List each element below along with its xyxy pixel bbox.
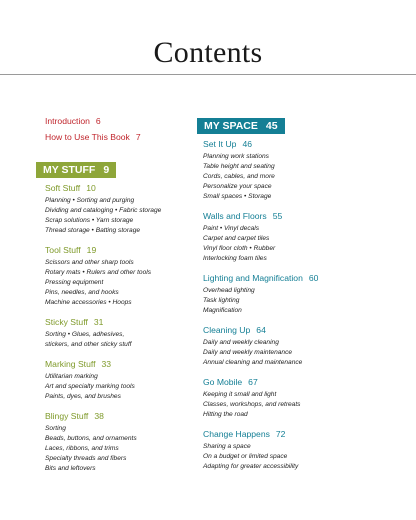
toc-section-heading[interactable] (45, 411, 195, 422)
section-page: 33 (101, 359, 112, 369)
part-label: MY SPACE (204, 120, 258, 132)
page-title: Contents (153, 36, 263, 69)
toc-section-lighting-and-magnification (203, 273, 403, 316)
topic-line: Vinyl floor cloth • Rubber (203, 245, 276, 252)
topic-line: stickers, and other sticky stuff (45, 341, 132, 348)
section-title: Walls and Floors (203, 211, 267, 221)
topic-line: Personalize your space (203, 183, 272, 190)
toc-section-sticky-stuff (45, 317, 195, 350)
toc-section-heading[interactable] (203, 139, 403, 150)
section-title: Marking Stuff (45, 359, 96, 369)
topic-line: Laces, ribbons, and trims (45, 445, 119, 452)
section-page: 60 (308, 273, 319, 283)
section-title: Tool Stuff (45, 245, 81, 255)
toc-section-heading[interactable] (45, 245, 195, 256)
section-topics (203, 152, 403, 202)
topic-line: Carpet and carpet tiles (203, 235, 270, 242)
topic-line: Bits and leftovers (45, 465, 96, 472)
section-topics (203, 442, 403, 472)
topic-line: Cords, cables, and more (203, 173, 275, 180)
topic-line: Overhead lighting (203, 287, 255, 294)
topic-line: Scrap solutions • Yarn storage (45, 217, 134, 224)
part-page: 45 (265, 120, 278, 132)
left-sections (45, 183, 195, 474)
topic-line: Daily and weekly maintenance (203, 349, 293, 356)
part-header-my-stuff[interactable] (36, 162, 116, 178)
topic-line: Hitting the road (203, 411, 248, 418)
section-topics (45, 258, 195, 308)
section-title: Go Mobile (203, 377, 243, 387)
topic-line: Machine accessories • Hoops (45, 299, 132, 306)
section-topics (45, 196, 195, 236)
toc-section-marking-stuff (45, 359, 195, 402)
topic-line: Annual cleaning and maintenance (203, 359, 303, 366)
right-sections (203, 139, 403, 472)
topic-line: Planning • Sorting and purging (45, 197, 135, 204)
section-page: 38 (94, 411, 104, 421)
topic-line: Task lighting (203, 297, 240, 304)
section-page: 10 (86, 183, 96, 193)
section-page: 46 (242, 139, 252, 149)
toc-section-heading[interactable] (203, 211, 403, 222)
section-page: 72 (275, 429, 286, 439)
section-page: 31 (93, 317, 104, 327)
topic-line: Adapting for greater accessibility (203, 463, 299, 470)
section-title: Lighting and Magnification (203, 273, 303, 283)
topic-line: Pressing equipment (45, 279, 104, 286)
toc-section-soft-stuff (45, 183, 195, 236)
section-title: Soft Stuff (45, 183, 81, 193)
section-topics (203, 224, 403, 264)
right-column (203, 116, 403, 472)
section-page: 55 (272, 211, 283, 221)
part-header-my-space[interactable] (197, 118, 285, 134)
toc-section-walls-and-floors (203, 211, 403, 264)
topic-line: Paint • Vinyl decals (203, 225, 260, 232)
topic-line: Sharing a space (203, 443, 251, 450)
toc-section-heading[interactable] (203, 325, 403, 336)
toc-link-label: Introduction (45, 116, 90, 126)
topic-line: Specialty threads and fibers (45, 455, 127, 462)
topic-line: Sorting (45, 425, 66, 432)
toc-section-heading[interactable] (45, 317, 195, 328)
section-topics (203, 390, 403, 420)
section-page: 67 (248, 377, 258, 387)
toc-link-page: 7 (135, 132, 141, 142)
toc-section-heading[interactable] (45, 359, 195, 370)
topic-line: Thread storage • Batting storage (45, 227, 141, 234)
topic-line: Keeping it small and light (203, 391, 277, 398)
toc-section-go-mobile (203, 377, 403, 420)
topic-line: Sorting • Glues, adhesives, (45, 331, 125, 338)
toc-section-cleaning-up (203, 325, 403, 368)
section-topics (45, 330, 195, 350)
section-page: 19 (86, 245, 97, 255)
section-title: Sticky Stuff (45, 317, 88, 327)
topic-line: Rotary mats • Rulers and other tools (45, 269, 152, 276)
toc-section-heading[interactable] (203, 429, 403, 440)
title-divider (0, 74, 416, 75)
toc-section-blingy-stuff (45, 411, 195, 474)
toc-section-heading[interactable] (203, 273, 403, 284)
section-topics (203, 338, 403, 368)
toc-link-how-to-use[interactable] (45, 132, 195, 143)
topic-line: Small spaces • Storage (203, 193, 272, 200)
left-column (45, 116, 195, 474)
topic-line: Beads, buttons, and ornaments (45, 435, 137, 442)
topic-line: Magnification (203, 307, 242, 314)
topic-line: Classes, workshops, and retreats (203, 401, 301, 408)
toc-section-change-happens (203, 429, 403, 472)
toc-link-label: How to Use This Book (45, 132, 130, 142)
topic-line: Table height and seating (203, 163, 275, 170)
section-page: 64 (256, 325, 266, 335)
topic-line: Daily and weekly cleaning (203, 339, 279, 346)
section-title: Set It Up (203, 139, 237, 149)
toc-link-introduction[interactable] (45, 116, 195, 127)
section-topics (203, 286, 403, 316)
toc-section-set-it-up (203, 139, 403, 202)
toc-section-heading[interactable] (45, 183, 195, 194)
toc-section-tool-stuff (45, 245, 195, 308)
toc-link-page: 6 (95, 116, 101, 126)
topic-line: Scissors and other sharp tools (45, 259, 134, 266)
topic-line: Art and specialty marking tools (45, 383, 135, 390)
topic-line: Pins, needles, and hooks (45, 289, 119, 296)
topic-line: Planning work stations (203, 153, 269, 160)
section-title: Change Happens (203, 429, 270, 439)
toc-section-heading[interactable] (203, 377, 403, 388)
part-label: MY STUFF (43, 164, 96, 176)
part-page: 9 (103, 164, 110, 176)
section-title: Cleaning Up (203, 325, 251, 335)
topic-line: Utilitarian marking (45, 373, 98, 380)
topic-line: Interlocking foam tiles (203, 255, 267, 262)
topic-line: On a budget or limited space (203, 453, 288, 460)
section-title: Blingy Stuff (45, 411, 89, 421)
section-topics (45, 424, 195, 474)
topic-line: Dividing and cataloging • Fabric storage (45, 207, 162, 214)
section-topics (45, 372, 195, 402)
topic-line: Paints, dyes, and brushes (45, 393, 121, 400)
